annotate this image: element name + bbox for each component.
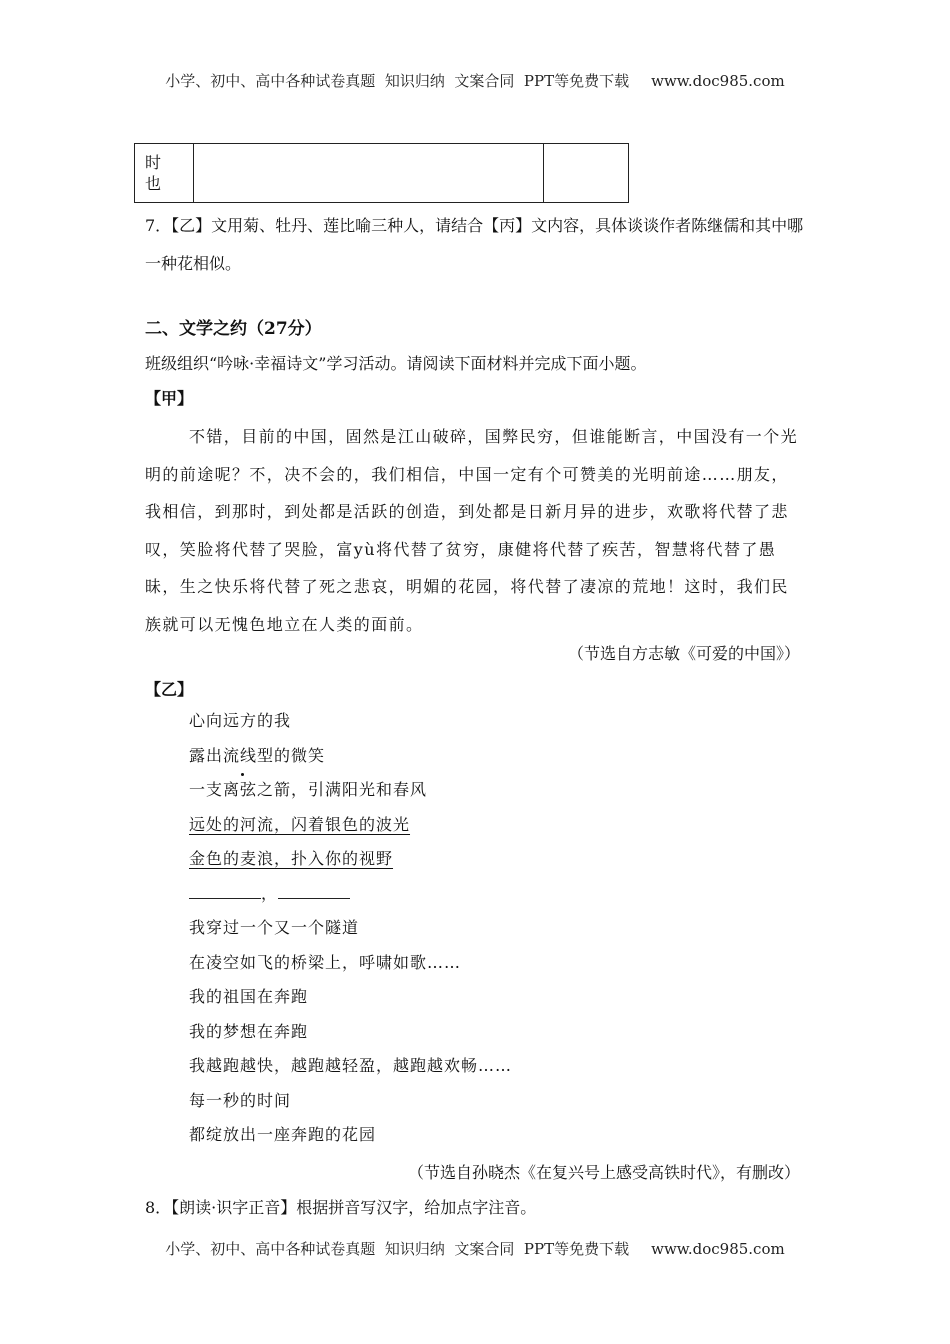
poem-line: 我的祖国在奔跑 [189, 987, 309, 1006]
poem-line: 心向远方的我 [189, 711, 292, 730]
page-header [0, 70, 950, 91]
poem [189, 709, 512, 1158]
passage-yi-source: （节选自孙晓杰《在复兴号上感受高铁时代》，有删改） [407, 1163, 800, 1182]
passage-jia-label: 【甲】 [145, 389, 194, 408]
poem-line: 都绽放出一座奔跑的花园 [189, 1125, 377, 1144]
question-8: 8．【朗读·识字正音】根据拼音写汉字，给加点字注音。 [145, 1198, 537, 1217]
fill-blank [189, 884, 261, 899]
table-char-1: 时 [145, 153, 162, 172]
poem-line: 我穿过一个又一个隧道 [189, 918, 360, 937]
passage-jia-source: （节选自方志敏《可爱的中国》） [567, 644, 800, 663]
blank-separator: ， [261, 883, 279, 903]
poem-line: 每一秒的时间 [189, 1090, 292, 1110]
passage-yi-label: 【乙】 [145, 680, 194, 699]
header-text: 小学、初中、高中各种试卷真题 知识归纳 文案合同 PPT等免费下载 [165, 72, 630, 90]
poem-line: 我越跑越快，越跑越轻盈，越跑越欢畅…… [189, 1056, 513, 1075]
fill-blank [278, 884, 350, 899]
poem-line: 在凌空如飞的桥梁上，呼啸如歌…… [189, 952, 462, 972]
footer-site: www.doc985.com [651, 1240, 785, 1258]
table-char-2: 也 [145, 174, 162, 193]
table-cell-char [135, 144, 194, 203]
section-intro: 班级组织“吟咏·幸福诗文”学习活动。请阅读下面材料并完成下面小题。 [145, 354, 647, 373]
underlined-line: 金色的麦浪，扑入你的视野 [189, 849, 394, 868]
poem-line: 露出流线型的微笑 [189, 745, 326, 765]
fragment-table [134, 143, 629, 203]
header-site: www.doc985.com [651, 72, 785, 90]
page-footer [0, 1238, 950, 1259]
section-title: 二、文学之约（27分） [145, 319, 322, 339]
underlined-line: 远处的河流，闪着银色的波光 [189, 814, 411, 834]
poem-line [189, 813, 512, 848]
passage-jia-text: 不错，目前的中国，固然是江山破碎，国弊民穷，但谁能断言，中国没有一个光明的前途呢？不，决不会的，我们相信，中国一定有个可赞美的光明前途……朋友，我相信，到那时，到处都是活跃的创造，到处都是日新月异的进步，欢歌将代替了悲叹，笑脸将代替了哭脸，富yù将代替了贫穷，康健将代替了疾苦，智慧将代替了愚昧，生之快乐将代替了死之悲哀，明媚的花园，将代替了凄凉的荒地！这时，我们民族就可以无愧色地立在人类的面前。 [145, 427, 799, 634]
poem-line: 我的梦想在奔跑 [189, 1021, 309, 1041]
table-cell-blank [544, 144, 629, 203]
footer-text: 小学、初中、高中各种试卷真题 知识归纳 文案合同 PPT等免费下载 [165, 1240, 630, 1258]
question-7: 7．【乙】文用菊、牡丹、莲比喻三种人，请结合【丙】文内容，具体谈谈作者陈继儒和其中哪一种花相似。 [145, 216, 804, 273]
poem-line: 一支离弦之箭，引满阳光和春风 [189, 780, 428, 799]
table-cell-blank [194, 144, 544, 203]
poem-line [189, 847, 512, 882]
poem-blank-line [189, 882, 512, 917]
